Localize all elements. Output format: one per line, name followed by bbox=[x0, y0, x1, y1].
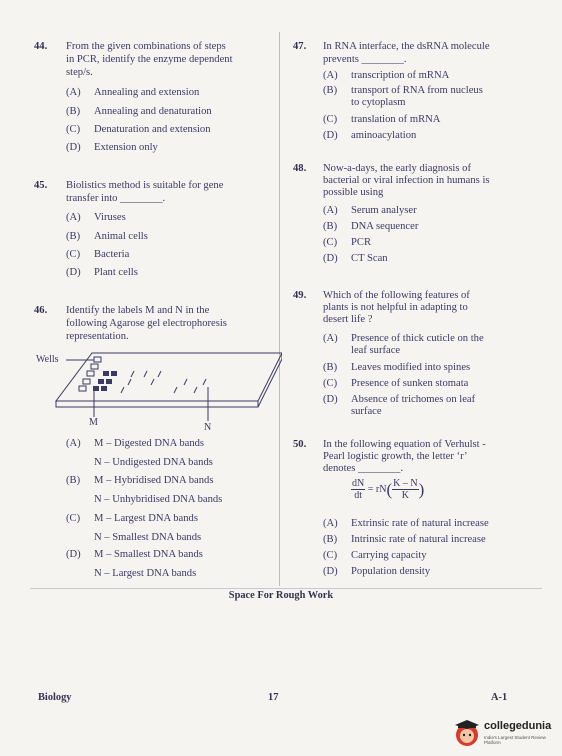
question-line: in PCR, identify the enzyme dependent bbox=[66, 54, 233, 65]
well bbox=[87, 371, 94, 376]
rough-work-heading: Space For Rough Work bbox=[228, 590, 334, 601]
question-line: Which of the following features of bbox=[323, 290, 470, 301]
question-line: Pearl logistic growth, the letter ‘r’ bbox=[323, 451, 468, 462]
dna-band bbox=[121, 387, 124, 393]
question-46 bbox=[34, 304, 274, 344]
question-50: 50. In the following equation of Verhulst - Pearl logistic growth, the letter ‘r’ denotes ________. $\frac{dN}{dt}$ = rN( $\frac{K - N}{K}$ ) (A) Extrinsic rate of natural increase (B) Intrinsic rate of natural increase (C) Carrying capacity (D) Population density bbox=[293, 439, 489, 577]
dna-band bbox=[203, 379, 206, 385]
dna-band bbox=[131, 371, 134, 377]
question-number: 45. bbox=[34, 180, 48, 191]
question-number: 46. bbox=[34, 305, 48, 316]
footer-code: A-1 bbox=[491, 692, 508, 703]
question-45: 45. Biolistics method is suitable for gene transfer into ________. (A) Viruses (B) Animal cells (C) Bacteria (D) Plant cells bbox=[34, 180, 224, 278]
logistic-equation: $\frac{dN}{dt}$ = rN( $\frac{K - N}{K}$ ) bbox=[352, 478, 425, 501]
dna-band bbox=[103, 371, 109, 376]
question-48: 48. Now-a-days, the early diagnosis of bacterial or viral infection in humans is possible using (A) Serum analyser (B) DNA sequencer (C) PCR (D) CT Scan bbox=[293, 163, 490, 264]
question-49: 49. Which of the following features of plants is not helpful in adapting to desert life ? (A) Presence of thick cuticle on the leaf surface (B) Leaves modified into spines (C) Presence of sunken stomata (D) Absence of trichomes on leaf surface bbox=[293, 290, 484, 417]
column-divider bbox=[279, 32, 280, 586]
dna-band bbox=[106, 379, 112, 384]
question-46-options: (A) M – Digested DNA bands N – Undigested DNA bands (B) M – Hybridised DNA bands N – Unhybridised DNA bands (C) M – Largest DNA bands N – Smallest DNA bands (D) M – Smallest DNA bands N – Largest DNA bands bbox=[66, 438, 223, 579]
wells-label: Wells bbox=[36, 354, 59, 365]
dna-band bbox=[144, 371, 147, 377]
question-line: Identify the labels M and N in the bbox=[66, 305, 210, 316]
question-line: From the given combinations of steps bbox=[66, 41, 226, 52]
question-line: step/s. bbox=[66, 67, 93, 78]
question-47: 47. In RNA interface, the dsRNA molecule prevents ________. (A) transcription of mRNA (B) transport of RNA from nucleus to cytoplasm (C) translation of mRNA (D) aminoacylation bbox=[293, 41, 490, 141]
well bbox=[94, 357, 101, 362]
well bbox=[91, 364, 98, 369]
equation-mid: = rN bbox=[367, 484, 387, 495]
question-number: 48. bbox=[293, 163, 307, 174]
question-line: prevents ________. bbox=[323, 54, 407, 65]
question-line: Now-a-days, the early diagnosis of bbox=[323, 163, 471, 174]
question-line: denotes ________. bbox=[323, 463, 404, 474]
n-label: N bbox=[204, 422, 212, 433]
gel-diagram bbox=[36, 345, 282, 435]
dna-band bbox=[93, 386, 99, 391]
dna-band bbox=[111, 371, 117, 376]
question-line: representation. bbox=[66, 331, 129, 342]
question-line: In the following equation of Verhulst - bbox=[323, 439, 486, 450]
equation-rhs-fraction: $\frac{K - N}{K}$ bbox=[393, 478, 418, 501]
question-line: possible using bbox=[323, 187, 384, 198]
question-line: transfer into ________. bbox=[66, 193, 166, 204]
question-number: 47. bbox=[293, 41, 307, 52]
question-line: desert life ? bbox=[323, 314, 373, 325]
question-line: Biolistics method is suitable for gene bbox=[66, 180, 224, 191]
footer-page-number: 17 bbox=[268, 692, 279, 703]
agarose-gel-figure bbox=[36, 345, 282, 435]
question-line: bacterial or viral infection in humans is bbox=[323, 175, 490, 186]
dna-band bbox=[194, 387, 197, 393]
dna-band bbox=[128, 379, 131, 385]
question-44: 44. From the given combinations of steps in PCR, identify the enzyme dependent step/s. (A) Annealing and extension (B) Annealing and denaturation (C) Denaturation and extension (D) Extension only bbox=[34, 41, 233, 153]
logo-tagline: India's Largest Student Review Platform bbox=[484, 735, 546, 745]
question-number: 49. bbox=[293, 290, 307, 301]
question-line: following Agarose gel electrophoresis bbox=[66, 318, 227, 329]
collegedunia-logo bbox=[450, 716, 562, 752]
mascot-icon bbox=[452, 719, 482, 749]
footer-subject: Biology bbox=[38, 692, 72, 703]
equation-lhs-fraction: $\frac{dN}{dt}$ bbox=[352, 478, 365, 501]
m-label: M bbox=[89, 417, 98, 428]
question-line: In RNA interface, the dsRNA molecule bbox=[323, 41, 490, 52]
dna-band bbox=[158, 371, 161, 377]
well bbox=[83, 379, 90, 384]
dna-band bbox=[174, 387, 177, 393]
question-number: 50. bbox=[293, 439, 307, 450]
logo-name: collegedunia bbox=[484, 720, 552, 732]
dna-band bbox=[151, 379, 154, 385]
question-number: 44. bbox=[34, 41, 48, 52]
gel-slab-edge bbox=[56, 401, 258, 407]
well bbox=[79, 386, 86, 391]
dna-band bbox=[184, 379, 187, 385]
rough-work-divider bbox=[30, 588, 542, 589]
dna-band bbox=[98, 379, 104, 384]
dna-band bbox=[101, 386, 107, 391]
question-line: plants is not helpful in adapting to bbox=[323, 302, 468, 313]
